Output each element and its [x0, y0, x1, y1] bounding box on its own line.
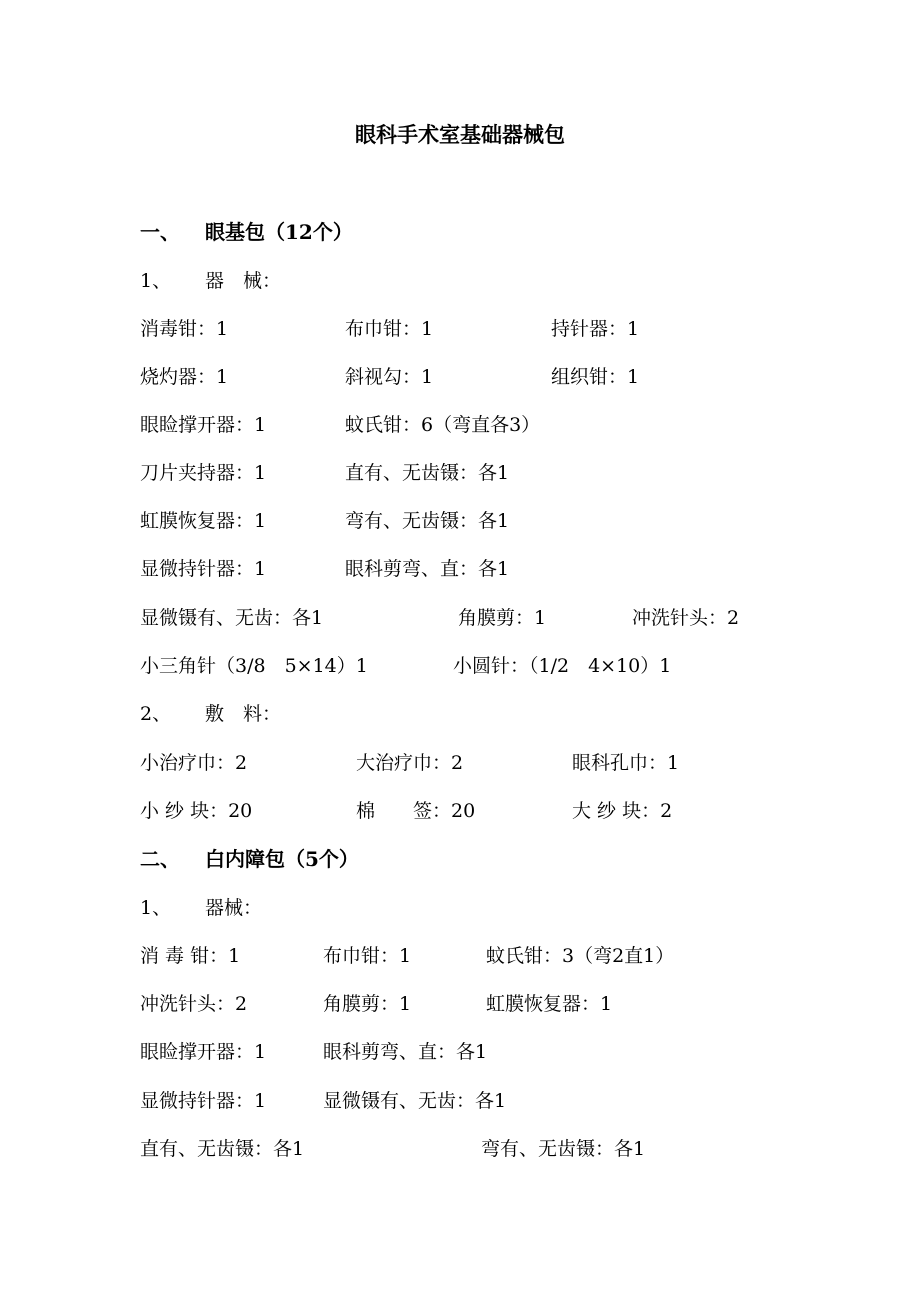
item-cell: 冲洗针头：2: [632, 607, 740, 629]
item-cell: 眼睑撑开器：1: [140, 414, 267, 436]
item-cell: 弯有、无齿镊：各1: [345, 510, 510, 532]
item-cell: 大治疗巾：2: [356, 752, 464, 774]
item-cell: 直有、无齿镊：各1: [345, 462, 510, 484]
item-cell: 组织钳：1: [551, 366, 640, 388]
list-item: [0, 506, 510, 536]
item-cell: 大 纱 块：2: [572, 800, 673, 822]
item-cell: 显微持针器：1: [140, 558, 267, 580]
list-item: [0, 458, 510, 488]
list-item: [0, 651, 672, 681]
item-cell: 角膜剪：1: [458, 607, 547, 629]
item-cell: 直有、无齿镊：各1: [140, 1138, 305, 1160]
list-item: [0, 1134, 646, 1164]
subsection-heading: [0, 699, 282, 729]
item-cell: 小 纱 块：20: [140, 800, 253, 822]
page-title: 眼科手术室基础器械包: [355, 122, 565, 147]
item-cell: 虹膜恢复器：1: [486, 993, 613, 1015]
list-item: [0, 1037, 488, 1067]
item-cell: 弯有、无齿镊：各1: [481, 1138, 646, 1160]
item-cell: 眼睑撑开器：1: [140, 1041, 267, 1063]
section-title: 白内障包（5个）: [205, 847, 359, 871]
list-item: [0, 989, 613, 1019]
subsection-heading: [0, 893, 263, 923]
section-number: 二、: [140, 847, 180, 871]
item-cell: 眼科剪弯、直：各1: [345, 558, 510, 580]
item-cell: 显微镊有、无齿：各1: [323, 1090, 507, 1112]
list-item: [0, 603, 740, 633]
section-number: 一、: [140, 220, 180, 244]
item-cell: 虹膜恢复器：1: [140, 510, 267, 532]
item-cell: 角膜剪：1: [323, 993, 412, 1015]
item-cell: 小圆针：（1/2 4×10）1: [453, 655, 672, 677]
item-cell: 消 毒 钳：1: [140, 945, 241, 967]
item-cell: 显微持针器：1: [140, 1090, 267, 1112]
item-cell: 小治疗巾：2: [140, 752, 248, 774]
item-cell: 眼科剪弯、直：各1: [323, 1041, 488, 1063]
item-cell: 冲洗针头：2: [140, 993, 248, 1015]
subsection-number: 1、: [140, 897, 172, 919]
item-cell: 斜视勾：1: [345, 366, 434, 388]
section-title: 眼基包（12个）: [205, 220, 353, 244]
item-cell: 持针器：1: [551, 318, 640, 340]
item-cell: 刀片夹持器：1: [140, 462, 267, 484]
list-item: [0, 554, 510, 584]
subsection-heading: [0, 266, 282, 296]
list-item: [0, 748, 680, 778]
subsection-number: 1、: [140, 270, 172, 292]
item-cell: 小三角针（3/8 5×14）1: [140, 655, 368, 677]
subsection-label: 器 械：: [205, 270, 282, 292]
subsection-label: 器械：: [205, 897, 263, 919]
item-cell: 显微镊有、无齿：各1: [140, 607, 324, 629]
section-heading-1: [0, 217, 353, 247]
subsection-label: 敷 料：: [205, 703, 282, 725]
subsection-number: 2、: [140, 703, 172, 725]
list-item: [0, 410, 541, 440]
item-cell: 烧灼器：1: [140, 366, 229, 388]
section-heading-2: [0, 844, 359, 874]
list-item: [0, 941, 675, 971]
item-cell: 棉 签：20: [356, 800, 476, 822]
item-cell: 布巾钳：1: [323, 945, 412, 967]
list-item: [0, 796, 673, 826]
list-item: [0, 362, 640, 392]
list-item: [0, 314, 640, 344]
item-cell: 蚊氏钳：3（弯2直1）: [486, 945, 675, 967]
item-cell: 眼科孔巾：1: [572, 752, 680, 774]
item-cell: 蚊氏钳：6（弯直各3）: [345, 414, 541, 436]
list-item: [0, 1086, 507, 1116]
item-cell: 布巾钳：1: [345, 318, 434, 340]
item-cell: 消毒钳：1: [140, 318, 229, 340]
